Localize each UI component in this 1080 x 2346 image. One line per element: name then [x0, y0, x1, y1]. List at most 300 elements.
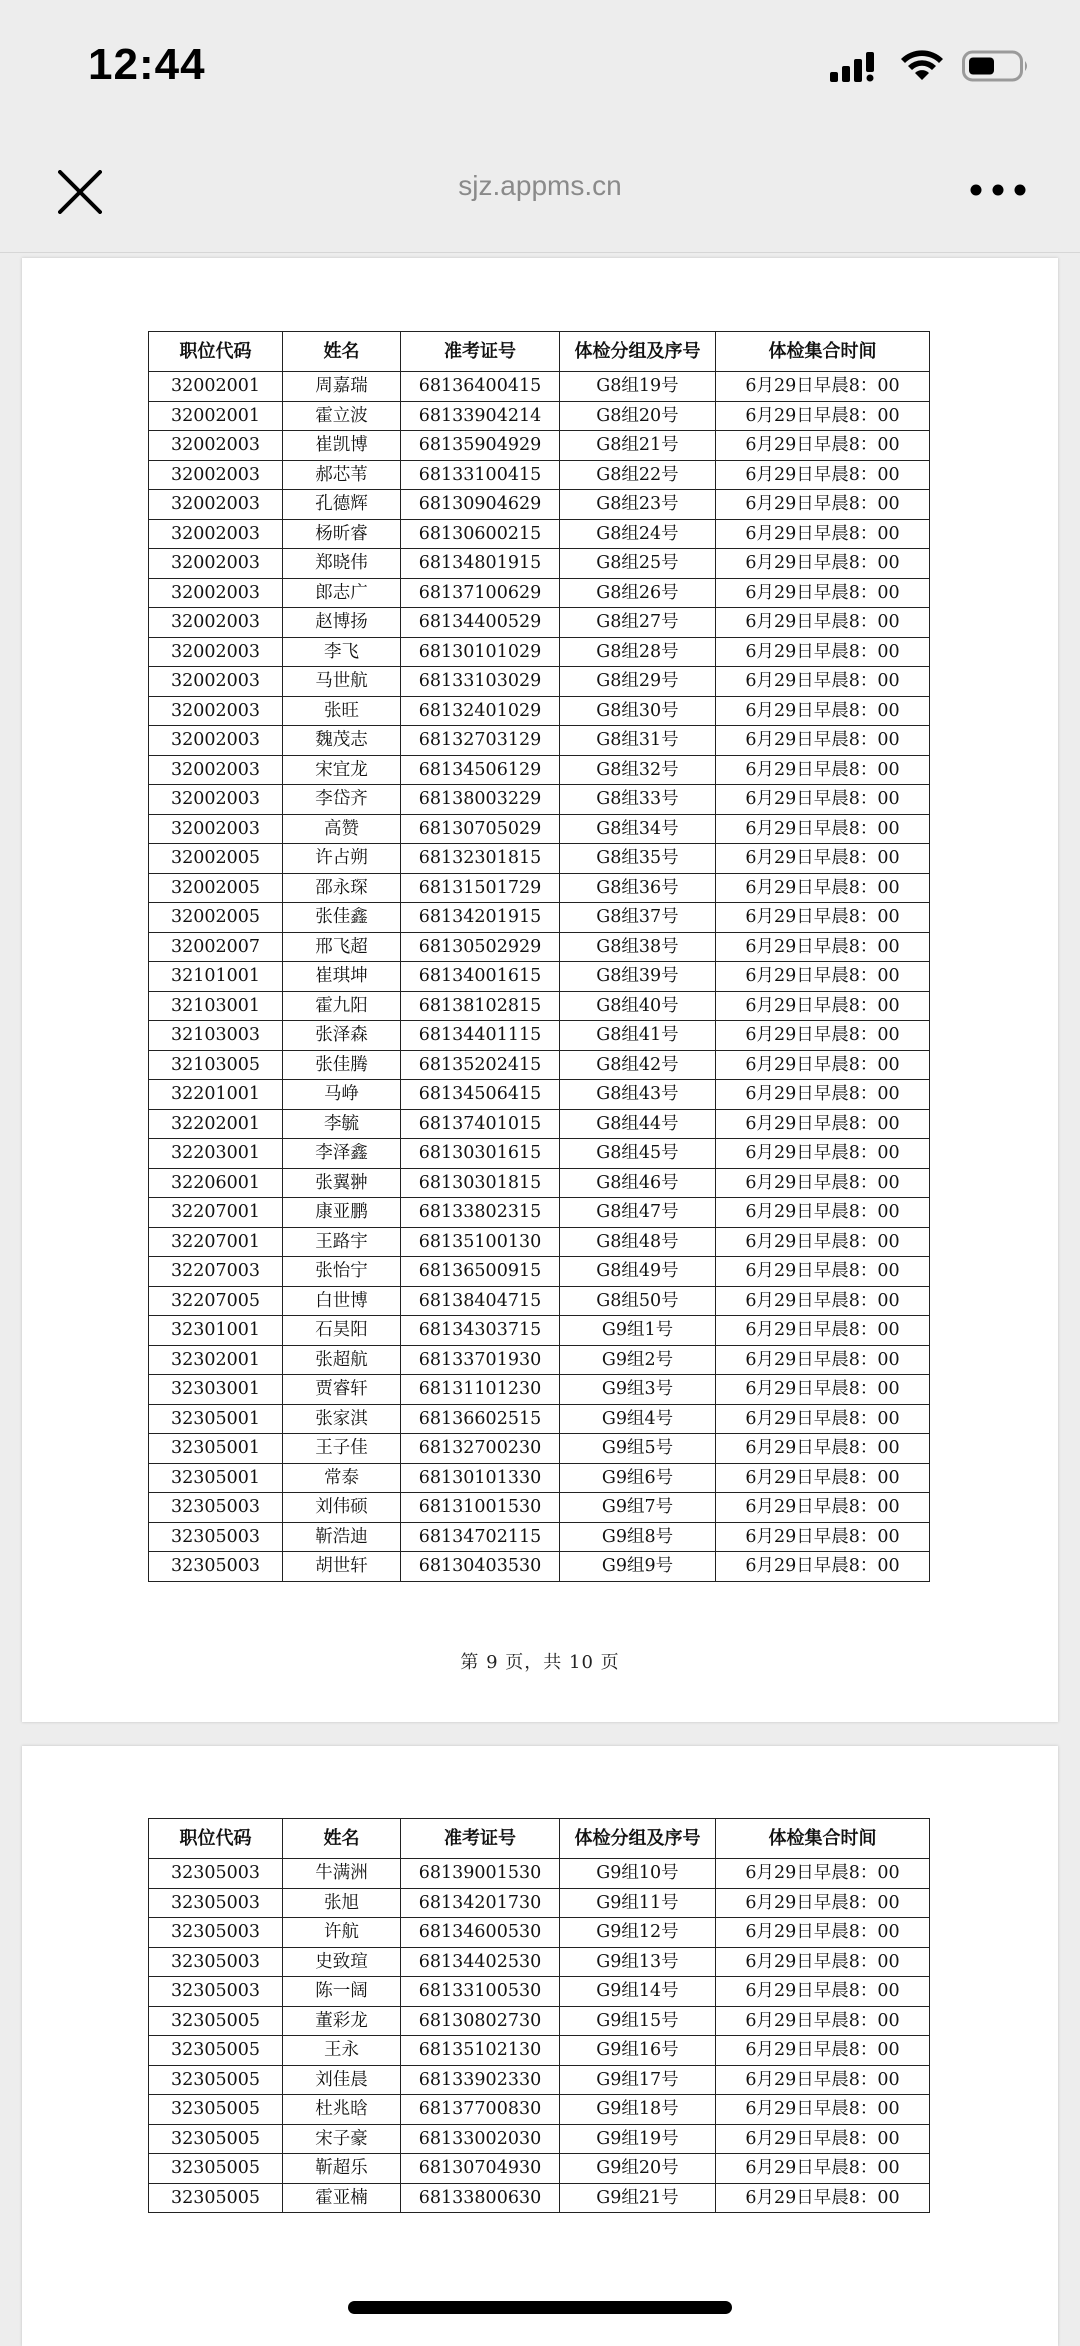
cell-name: 靳浩迪	[283, 1522, 401, 1552]
table-row	[149, 814, 930, 844]
cell-admission-number: 68130600215	[401, 519, 560, 549]
table-row	[149, 844, 930, 874]
table-row	[149, 401, 930, 431]
cell-name: 孔德辉	[283, 490, 401, 520]
cell-name: 史致瑄	[283, 1947, 401, 1977]
cell-assembly-time: 6月29日早晨8：00	[716, 844, 930, 874]
cell-assembly-time: 6月29日早晨8：00	[716, 372, 930, 402]
cell-position-code: 32305001	[149, 1463, 283, 1493]
table-row	[149, 696, 930, 726]
cell-admission-number: 68134600530	[401, 1918, 560, 1948]
header-admission-number: 准考证号	[401, 332, 560, 372]
cell-position-code: 32203001	[149, 1139, 283, 1169]
cell-assembly-time: 6月29日早晨8：00	[716, 1198, 930, 1228]
table-row	[149, 1227, 930, 1257]
status-icons	[830, 46, 1030, 86]
cell-assembly-time: 6月29日早晨8：00	[716, 1552, 930, 1582]
cell-assembly-time: 6月29日早晨8：00	[716, 1404, 930, 1434]
cell-name: 刘伟硕	[283, 1493, 401, 1523]
cell-assembly-time: 6月29日早晨8：00	[716, 1345, 930, 1375]
cell-exam-group: G9组15号	[560, 2006, 716, 2036]
table-row	[149, 903, 930, 933]
table-row	[149, 637, 930, 667]
table-row	[149, 431, 930, 461]
cell-assembly-time: 6月29日早晨8：00	[716, 401, 930, 431]
cell-name: 邢飞超	[283, 932, 401, 962]
header-exam-group: 体检分组及序号	[560, 332, 716, 372]
cell-name: 张家淇	[283, 1404, 401, 1434]
cell-admission-number: 68133701930	[401, 1345, 560, 1375]
cell-assembly-time: 6月29日早晨8：00	[716, 637, 930, 667]
table-row	[149, 1918, 930, 1948]
cell-position-code: 32305005	[149, 2006, 283, 2036]
cell-position-code: 32207001	[149, 1198, 283, 1228]
pdf-page-10	[22, 1746, 1058, 2346]
cell-name: 张旺	[283, 696, 401, 726]
table-row	[149, 962, 930, 992]
cell-admission-number: 68132301815	[401, 844, 560, 874]
cell-position-code: 32002003	[149, 578, 283, 608]
cell-assembly-time: 6月29日早晨8：00	[716, 1168, 930, 1198]
cell-admission-number: 68137100629	[401, 578, 560, 608]
cell-position-code: 32305001	[149, 1404, 283, 1434]
table-row	[149, 1493, 930, 1523]
cell-assembly-time: 6月29日早晨8：00	[716, 1316, 930, 1346]
cell-assembly-time: 6月29日早晨8：00	[716, 1947, 930, 1977]
cell-position-code: 32002003	[149, 785, 283, 815]
cell-assembly-time: 6月29日早晨8：00	[716, 1257, 930, 1287]
cell-admission-number: 68131501729	[401, 873, 560, 903]
cell-name: 李泽鑫	[283, 1139, 401, 1169]
cell-exam-group: G9组20号	[560, 2154, 716, 2184]
table-row	[149, 519, 930, 549]
cell-position-code: 32305003	[149, 1859, 283, 1889]
cell-exam-group: G8组24号	[560, 519, 716, 549]
cell-exam-group: G9组8号	[560, 1522, 716, 1552]
cell-name: 张佳鑫	[283, 903, 401, 933]
cell-name: 白世博	[283, 1286, 401, 1316]
cell-position-code: 32207001	[149, 1227, 283, 1257]
table-header-row	[149, 332, 930, 372]
cell-admission-number: 68133902330	[401, 2065, 560, 2095]
cell-position-code: 32101001	[149, 962, 283, 992]
cell-admission-number: 68130101330	[401, 1463, 560, 1493]
cell-name: 马世航	[283, 667, 401, 697]
cell-exam-group: G8组41号	[560, 1021, 716, 1051]
cell-admission-number: 68130403530	[401, 1552, 560, 1582]
table-row	[149, 1947, 930, 1977]
cell-name: 郝芯苇	[283, 460, 401, 490]
header-assembly-time: 体检集合时间	[716, 332, 930, 372]
cell-exam-group: G9组13号	[560, 1947, 716, 1977]
cell-exam-group: G9组4号	[560, 1404, 716, 1434]
cell-exam-group: G8组42号	[560, 1050, 716, 1080]
cell-assembly-time: 6月29日早晨8：00	[716, 1109, 930, 1139]
cell-exam-group: G8组49号	[560, 1257, 716, 1287]
cell-name: 许航	[283, 1918, 401, 1948]
cell-assembly-time: 6月29日早晨8：00	[716, 667, 930, 697]
table-row	[149, 549, 930, 579]
browser-top-bar	[0, 140, 1080, 250]
cell-assembly-time: 6月29日早晨8：00	[716, 1375, 930, 1405]
cell-exam-group: G9组2号	[560, 1345, 716, 1375]
table-row	[149, 2006, 930, 2036]
table-row	[149, 1888, 930, 1918]
cell-position-code: 32002003	[149, 696, 283, 726]
table-row	[149, 1050, 930, 1080]
cell-name: 王路宇	[283, 1227, 401, 1257]
cell-position-code: 32303001	[149, 1375, 283, 1405]
table-row	[149, 873, 930, 903]
cell-name: 王永	[283, 2036, 401, 2066]
cell-exam-group: G9组5号	[560, 1434, 716, 1464]
cell-assembly-time: 6月29日早晨8：00	[716, 1918, 930, 1948]
cell-position-code: 32002003	[149, 755, 283, 785]
more-dots-icon	[970, 184, 1026, 196]
cell-name: 高赞	[283, 814, 401, 844]
cell-admission-number: 68137700830	[401, 2095, 560, 2125]
cell-admission-number: 68135102130	[401, 2036, 560, 2066]
cell-exam-group: G8组46号	[560, 1168, 716, 1198]
cell-position-code: 32305005	[149, 2065, 283, 2095]
cell-position-code: 32305001	[149, 1434, 283, 1464]
cell-exam-group: G8组36号	[560, 873, 716, 903]
cell-admission-number: 68130705029	[401, 814, 560, 844]
wifi-icon	[900, 50, 944, 82]
more-options-button[interactable]	[966, 170, 1030, 210]
cellular-signal-icon	[830, 50, 882, 82]
cell-admission-number: 68137401015	[401, 1109, 560, 1139]
cell-assembly-time: 6月29日早晨8：00	[716, 873, 930, 903]
cell-position-code: 32305003	[149, 1947, 283, 1977]
cell-assembly-time: 6月29日早晨8：00	[716, 1522, 930, 1552]
cell-admission-number: 68134506415	[401, 1080, 560, 1110]
cell-exam-group: G8组34号	[560, 814, 716, 844]
cell-exam-group: G8组35号	[560, 844, 716, 874]
table-row	[149, 1286, 930, 1316]
cell-assembly-time: 6月29日早晨8：00	[716, 490, 930, 520]
cell-name: 李岱齐	[283, 785, 401, 815]
cell-name: 康亚鹏	[283, 1198, 401, 1228]
cell-name: 张翼翀	[283, 1168, 401, 1198]
cell-admission-number: 68135202415	[401, 1050, 560, 1080]
table-row	[149, 1522, 930, 1552]
cell-name: 郎志广	[283, 578, 401, 608]
cell-exam-group: G8组29号	[560, 667, 716, 697]
cell-exam-group: G8组25号	[560, 549, 716, 579]
table-row	[149, 1552, 930, 1582]
cell-position-code: 32302001	[149, 1345, 283, 1375]
cell-assembly-time: 6月29日早晨8：00	[716, 1286, 930, 1316]
cell-position-code: 32305003	[149, 1918, 283, 1948]
cell-position-code: 32103001	[149, 991, 283, 1021]
cell-admission-number: 68133800630	[401, 2183, 560, 2213]
cell-admission-number: 68133904214	[401, 401, 560, 431]
cell-name: 张泽森	[283, 1021, 401, 1051]
cell-name: 胡世轩	[283, 1552, 401, 1582]
cell-position-code: 32305003	[149, 1888, 283, 1918]
cell-name: 宋宜龙	[283, 755, 401, 785]
cell-admission-number: 68138003229	[401, 785, 560, 815]
table-row	[149, 1139, 930, 1169]
cell-admission-number: 68131001530	[401, 1493, 560, 1523]
cell-exam-group: G9组14号	[560, 1977, 716, 2007]
cell-exam-group: G9组6号	[560, 1463, 716, 1493]
cell-position-code: 32002005	[149, 903, 283, 933]
table-row	[149, 1859, 930, 1889]
cell-position-code: 32002003	[149, 431, 283, 461]
status-bar	[0, 0, 1080, 140]
table-row	[149, 755, 930, 785]
cell-exam-group: G9组9号	[560, 1552, 716, 1582]
cell-assembly-time: 6月29日早晨8：00	[716, 1463, 930, 1493]
page-url: sjz.appms.cn	[458, 170, 622, 201]
cell-name: 牛满洲	[283, 1859, 401, 1889]
header-name: 姓名	[283, 1819, 401, 1859]
cell-assembly-time: 6月29日早晨8：00	[716, 2124, 930, 2154]
cell-admission-number: 68136500915	[401, 1257, 560, 1287]
cell-assembly-time: 6月29日早晨8：00	[716, 903, 930, 933]
table-body	[149, 372, 930, 1582]
cell-admission-number: 68132703129	[401, 726, 560, 756]
table-row	[149, 2154, 930, 2184]
cell-admission-number: 68130301815	[401, 1168, 560, 1198]
cell-assembly-time: 6月29日早晨8：00	[716, 608, 930, 638]
cell-assembly-time: 6月29日早晨8：00	[716, 814, 930, 844]
cell-exam-group: G9组3号	[560, 1375, 716, 1405]
cell-position-code: 32305005	[149, 2154, 283, 2184]
cell-position-code: 32305003	[149, 1493, 283, 1523]
cell-exam-group: G9组10号	[560, 1859, 716, 1889]
table-row	[149, 1168, 930, 1198]
toolbar-divider	[0, 252, 1080, 253]
cell-exam-group: G8组21号	[560, 431, 716, 461]
cell-position-code: 32002003	[149, 519, 283, 549]
cell-assembly-time: 6月29日早晨8：00	[716, 726, 930, 756]
cell-assembly-time: 6月29日早晨8：00	[716, 2154, 930, 2184]
cell-assembly-time: 6月29日早晨8：00	[716, 785, 930, 815]
table-row	[149, 578, 930, 608]
table-row	[149, 490, 930, 520]
cell-assembly-time: 6月29日早晨8：00	[716, 932, 930, 962]
header-position-code: 职位代码	[149, 1819, 283, 1859]
cell-position-code: 32002005	[149, 873, 283, 903]
battery-icon	[962, 49, 1030, 83]
cell-assembly-time: 6月29日早晨8：00	[716, 1080, 930, 1110]
cell-admission-number: 68135904929	[401, 431, 560, 461]
cell-position-code: 32207003	[149, 1257, 283, 1287]
page-footer: 第 9 页，共 10 页	[460, 1652, 620, 1673]
cell-position-code: 32103005	[149, 1050, 283, 1080]
cell-exam-group: G8组22号	[560, 460, 716, 490]
cell-exam-group: G8组50号	[560, 1286, 716, 1316]
cell-admission-number: 68130502929	[401, 932, 560, 962]
cell-exam-group: G8组31号	[560, 726, 716, 756]
cell-admission-number: 68138102815	[401, 991, 560, 1021]
cell-position-code: 32002003	[149, 460, 283, 490]
cell-exam-group: G9组19号	[560, 2124, 716, 2154]
table-row	[149, 2124, 930, 2154]
cell-name: 张旭	[283, 1888, 401, 1918]
cell-name: 石昊阳	[283, 1316, 401, 1346]
cell-name: 郑晓伟	[283, 549, 401, 579]
cell-exam-group: G8组38号	[560, 932, 716, 962]
cell-position-code: 32002003	[149, 667, 283, 697]
cell-exam-group: G8组19号	[560, 372, 716, 402]
table-row	[149, 1257, 930, 1287]
cell-name: 赵博扬	[283, 608, 401, 638]
cell-admission-number: 68130301615	[401, 1139, 560, 1169]
cell-assembly-time: 6月29日早晨8：00	[716, 1050, 930, 1080]
home-indicator[interactable]	[348, 2301, 732, 2314]
cell-name: 靳超乐	[283, 2154, 401, 2184]
cell-admission-number: 68130704930	[401, 2154, 560, 2184]
cell-position-code: 32305005	[149, 2036, 283, 2066]
cell-admission-number: 68131101230	[401, 1375, 560, 1405]
table-row	[149, 785, 930, 815]
cell-admission-number: 68134801915	[401, 549, 560, 579]
cell-position-code: 32002007	[149, 932, 283, 962]
cell-assembly-time: 6月29日早晨8：00	[716, 431, 930, 461]
cell-admission-number: 68132401029	[401, 696, 560, 726]
cell-assembly-time: 6月29日早晨8：00	[716, 2095, 930, 2125]
cell-admission-number: 68134303715	[401, 1316, 560, 1346]
cell-position-code: 32202001	[149, 1109, 283, 1139]
cell-admission-number: 68134506129	[401, 755, 560, 785]
header-exam-group: 体检分组及序号	[560, 1819, 716, 1859]
cell-exam-group: G9组21号	[560, 2183, 716, 2213]
cell-name: 张佳腾	[283, 1050, 401, 1080]
cell-exam-group: G8组26号	[560, 578, 716, 608]
cell-exam-group: G8组37号	[560, 903, 716, 933]
table-row	[149, 667, 930, 697]
cell-assembly-time: 6月29日早晨8：00	[716, 1859, 930, 1889]
cell-assembly-time: 6月29日早晨8：00	[716, 962, 930, 992]
table-row	[149, 1404, 930, 1434]
cell-admission-number: 68134201915	[401, 903, 560, 933]
cell-exam-group: G8组44号	[560, 1109, 716, 1139]
cell-admission-number: 68136400415	[401, 372, 560, 402]
cell-position-code: 32002003	[149, 490, 283, 520]
table-row	[149, 1463, 930, 1493]
cell-position-code: 32305003	[149, 1552, 283, 1582]
table-row	[149, 1345, 930, 1375]
cell-position-code: 32002001	[149, 401, 283, 431]
cell-exam-group: G8组33号	[560, 785, 716, 815]
cell-name: 霍九阳	[283, 991, 401, 1021]
table-row	[149, 2065, 930, 2095]
cell-position-code: 32305005	[149, 2183, 283, 2213]
cell-admission-number: 68133100530	[401, 1977, 560, 2007]
cell-admission-number: 68133002030	[401, 2124, 560, 2154]
cell-name: 张怡宁	[283, 1257, 401, 1287]
cell-admission-number: 68133802315	[401, 1198, 560, 1228]
table-row	[149, 2036, 930, 2066]
table-row	[149, 1109, 930, 1139]
cell-admission-number: 68136602515	[401, 1404, 560, 1434]
cell-name: 王子佳	[283, 1434, 401, 1464]
cell-position-code: 32201001	[149, 1080, 283, 1110]
cell-admission-number: 68134402530	[401, 1947, 560, 1977]
cell-exam-group: G9组7号	[560, 1493, 716, 1523]
header-name: 姓名	[283, 332, 401, 372]
table-row	[149, 460, 930, 490]
cell-name: 周嘉瑞	[283, 372, 401, 402]
pdf-page-9	[22, 258, 1058, 1722]
cell-exam-group: G9组12号	[560, 1918, 716, 1948]
cell-exam-group: G8组32号	[560, 755, 716, 785]
table-row	[149, 2095, 930, 2125]
cell-name: 魏茂志	[283, 726, 401, 756]
cell-position-code: 32002003	[149, 726, 283, 756]
cell-name: 霍亚楠	[283, 2183, 401, 2213]
cell-name: 许占朔	[283, 844, 401, 874]
cell-assembly-time: 6月29日早晨8：00	[716, 2183, 930, 2213]
cell-admission-number: 68133100415	[401, 460, 560, 490]
cell-name: 刘佳晨	[283, 2065, 401, 2095]
cell-name: 陈一阔	[283, 1977, 401, 2007]
table-row	[149, 991, 930, 1021]
exam-table-page-10	[148, 1818, 930, 2213]
cell-name: 李飞	[283, 637, 401, 667]
table-row	[149, 726, 930, 756]
table-body	[149, 1859, 930, 2213]
cell-position-code: 32301001	[149, 1316, 283, 1346]
cell-name: 崔琪坤	[283, 962, 401, 992]
cell-assembly-time: 6月29日早晨8：00	[716, 1434, 930, 1464]
cell-assembly-time: 6月29日早晨8：00	[716, 549, 930, 579]
table-header-row	[149, 1819, 930, 1859]
cell-assembly-time: 6月29日早晨8：00	[716, 2006, 930, 2036]
cell-assembly-time: 6月29日早晨8：00	[716, 1977, 930, 2007]
cell-admission-number: 68134001615	[401, 962, 560, 992]
cell-name: 宋子豪	[283, 2124, 401, 2154]
cell-name: 杜兆晗	[283, 2095, 401, 2125]
header-position-code: 职位代码	[149, 332, 283, 372]
cell-assembly-time: 6月29日早晨8：00	[716, 991, 930, 1021]
cell-exam-group: G8组30号	[560, 696, 716, 726]
cell-position-code: 32207005	[149, 1286, 283, 1316]
cell-name: 常泰	[283, 1463, 401, 1493]
cell-assembly-time: 6月29日早晨8：00	[716, 1493, 930, 1523]
cell-name: 李毓	[283, 1109, 401, 1139]
cell-exam-group: G8组20号	[560, 401, 716, 431]
cell-name: 邵永琛	[283, 873, 401, 903]
cell-exam-group: G9组11号	[560, 1888, 716, 1918]
cell-admission-number: 68133103029	[401, 667, 560, 697]
table-row	[149, 1080, 930, 1110]
cell-admission-number: 68130904629	[401, 490, 560, 520]
cell-assembly-time: 6月29日早晨8：00	[716, 755, 930, 785]
cell-position-code: 32002003	[149, 549, 283, 579]
cell-position-code: 32002001	[149, 372, 283, 402]
cell-admission-number: 68135100130	[401, 1227, 560, 1257]
cell-name: 崔凯博	[283, 431, 401, 461]
cell-admission-number: 68130101029	[401, 637, 560, 667]
cell-position-code: 32103003	[149, 1021, 283, 1051]
header-assembly-time: 体检集合时间	[716, 1819, 930, 1859]
cell-admission-number: 68134400529	[401, 608, 560, 638]
cell-assembly-time: 6月29日早晨8：00	[716, 1888, 930, 1918]
cell-name: 马峥	[283, 1080, 401, 1110]
cell-position-code: 32002003	[149, 814, 283, 844]
cell-position-code: 32206001	[149, 1168, 283, 1198]
cell-assembly-time: 6月29日早晨8：00	[716, 696, 930, 726]
cell-admission-number: 68134401115	[401, 1021, 560, 1051]
cell-exam-group: G9组17号	[560, 2065, 716, 2095]
cell-position-code: 32002003	[149, 608, 283, 638]
cell-exam-group: G8组40号	[560, 991, 716, 1021]
